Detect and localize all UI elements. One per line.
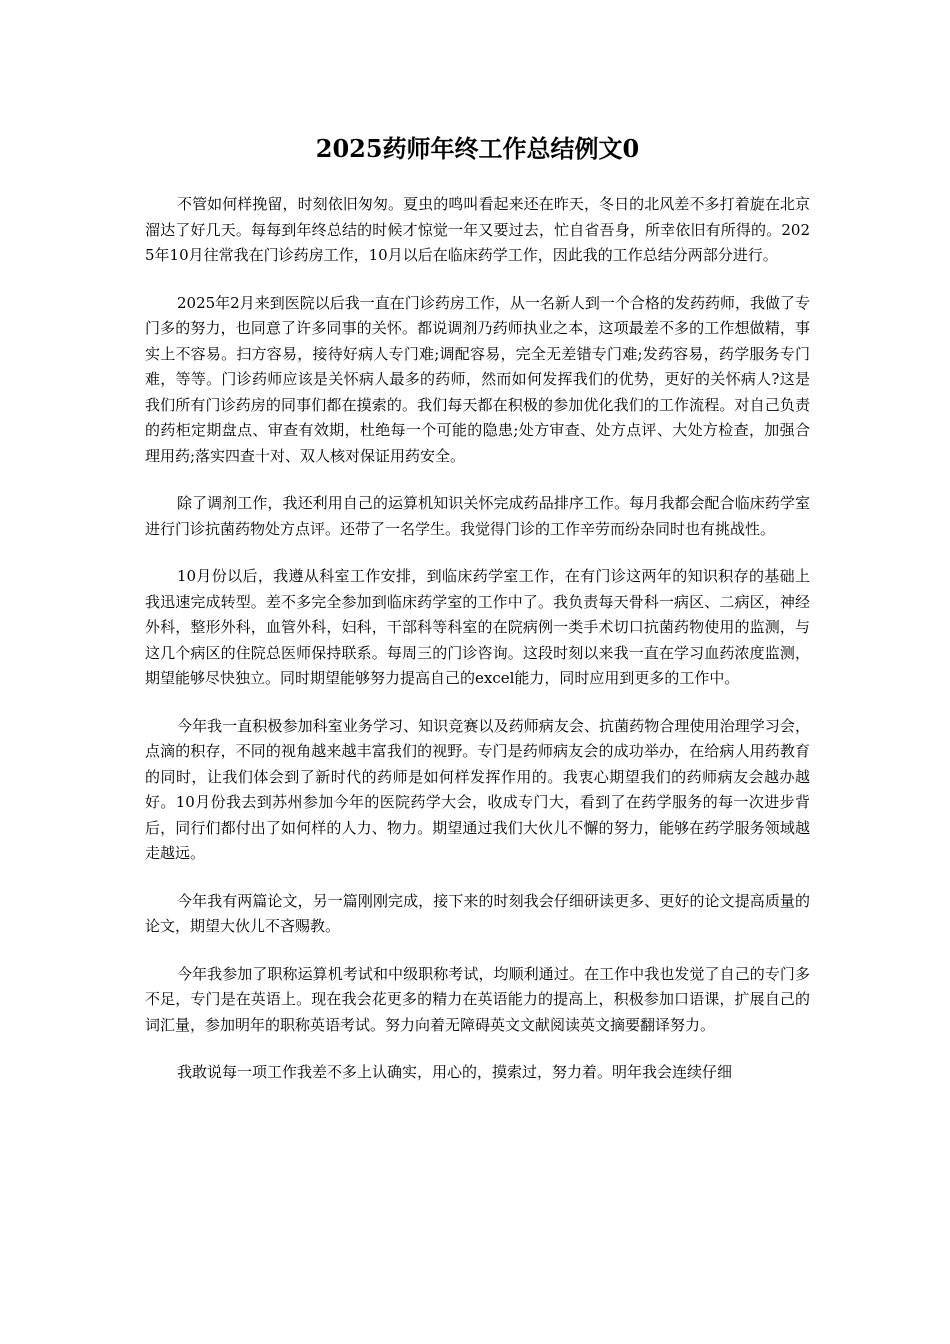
- paragraph-8: 我敢说每一项工作我差不多上认确实，用心的，摸索过，努力着。明年我会连续仔细: [177, 1063, 733, 1081]
- paragraph-1: 不管如何样挽留，时刻依旧匆匆。夏虫的鸣叫看起来还在昨天，冬日的北风差不多打着旋在北京溜达了好几天。每每到年终总结的时候才惊觉一年又要过去，忙自省吾身，所幸依旧有所得的。2025年10月往常我在门诊药房工作，10月以后在临床药学工作，因此我的工作总结分两部分进行。: [145, 195, 810, 264]
- paragraph-7: 今年我参加了职称运算机考试和中级职称考试，均顺利通过。在工作中我也发觉了自己的专门多不足，专门是在英语上。现在我会花更多的精力在英语能力的提高上，积极参加口语课，扩展自己的词汇量，参加明年的职称英语考试。努力向着无障碍英文文献阅读英文摘要翻译努力。: [145, 964, 810, 1034]
- document-title: 2025药师年终工作总结例文0: [315, 134, 640, 163]
- document-page: [145, 128, 810, 1108]
- paragraph-6: 今年我有两篇论文，另一篇刚刚完成，接下来的时刻我会仔细研读更多、更好的论文提高质量的论文，期望大伙儿不吝赐教。: [145, 891, 810, 935]
- paragraph-5: 今年我一直积极参加科室业务学习、知识竞赛以及药师病友会、抗菌药物合理使用治理学习会，点滴的积存，不同的视角越来越丰富我们的视野。专门是药师病友会的成功举办，在给病人用药教育的同时，让我们体会到了新时代的药师是如何样发挥作用的。我衷心期望我们的药师病友会越办越好。10月份我去到苏州参加今年的医院药学大会，收成专门大，看到了在药学服务的每一次进步背后，同行们都付出了如何样的人力、物力。期望通过我们大伙儿不懈的努力，能够在药学服务领域越走越远。: [145, 716, 810, 862]
- paragraph-4: 10月份以后，我遵从科室工作安排，到临床药学室工作，在有门诊这两年的知识积存的基础上我迅速完成转型。差不多完全参加到临床药学室的工作中了。我负责每天骨科一病区、二病区，神经外科，整形外科，血管外科，妇科，干部科等科室的在院病例一类手术切口抗菌药物使用的监测，与这几个病区的住院总医师保持联系。每周三的门诊咨询。这段时刻以来我一直在学习血药浓度监测，期望能够尽快独立。同时期望能够努力提高自己的excel能力，同时应用到更多的工作中。: [145, 567, 810, 687]
- paragraph-3: 除了调剂工作，我还利用自己的运算机知识关怀完成药品排序工作。每月我都会配合临床药学室进行门诊抗菌药物处方点评。还带了一名学生。我觉得门诊的工作辛劳而纷杂同时也有挑战性。: [145, 494, 810, 538]
- paragraph-2: 2025年2月来到医院以后我一直在门诊药房工作，从一名新人到一个合格的发药药师，我做了专门多的努力，也同意了许多同事的关怀。都说调剂乃药师执业之本，这项最差不多的工作想做精，事实上不容易。扫方容易，接待好病人专门难;调配容易，完全无差错专门难;发药容易，药学服务专门难，等等。门诊药师应该是关怀病人最多的药师，然而如何发挥我们的优势，更好的关怀病人?这是我们所有门诊药房的同事们都在摸索的。我们每天都在积极的参加优化我们的工作流程。对自己负责的药柜定期盘点、审查有效期，杜绝每一个可能的隐患;处方审查、处方点评、大处方检查，加强合理用药;落实四查十对、双人核对保证用药安全。: [145, 293, 810, 465]
